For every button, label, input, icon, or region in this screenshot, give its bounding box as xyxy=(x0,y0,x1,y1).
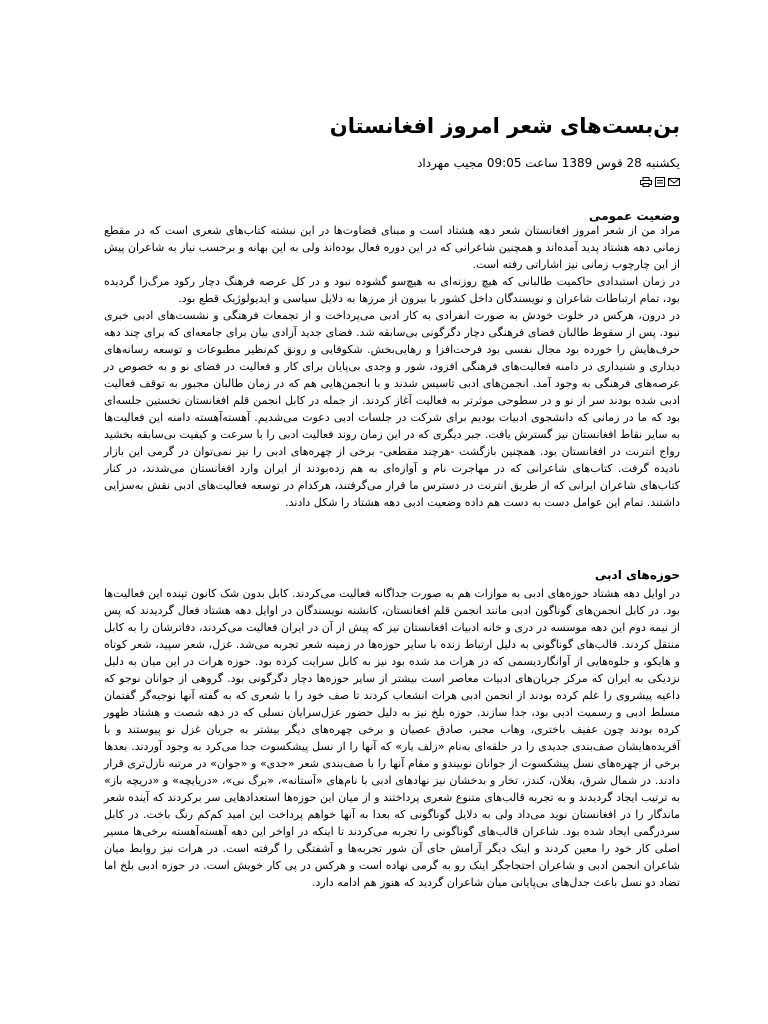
paragraph: در درون، هرکس در خلوت خودش به صورت انفرادی به کار ادبی می‌پرداخت و از تجمعات فرهنگی و نشست‌های ادبی خبری نبود. پس از سقوط طالبان فضای فرهنگی دچار دگرگونی بی‌سابقه شد. فضای جدید آزادی بیان برای جامعه‌ای که برای چند دهه حرف‌هایش را خورده بود مجال نفسی بود فرحت‌افزا و رهایی‌بخش. شکوفایی و رونق کم‌نظیر مطبوعات و توسعه رسانه‌های دیداری و شنیداری در دامنه فعالیت‌های فرهنگی افزود، شور و وجدی بی‌پایان برای کار و فعالیت در فضای نو و به خصوص در عرصه‌های فرهنگی به وجود آمد. انجمن‌های ادبی تاسیس شدند و با انجمن‌هایی هم که در زمان طالبان مجبور به توقف فعالیت ادبی شده بودند سر از نو و در سطوحی موثرتر به فعالیت آغاز کردند. از جمله در کابل انجمن قلم افغانستان نخستین جلسه‌ای بود که ما در زمانی که دانشجوی ادبیات بودیم برای شرکت در جلسات ادبی دعوت می‌شدیم. آهسته‌آهسته دامنه این فعالیت‌ها به سایر نقاط افغانستان نیز گسترش یافت. جبر دیگری که در این زمان روند فعالیت ادبی را با سرعت و کیفیت بی‌سابقه بخشید رواج انترنت در افغانستان بود. همچنین بازگشت -هرچند مقطعی- برخی از چهره‌های ادبی را نیز نمی‌توان در گرمی این بازار نادیده گرفت. کتاب‌های شاعرانی که در مهاجرت نام و آوازه‌ای به هم زده‌بودند از ایران وارد افغانستان می‌شدند، در کنار کتاب‌های شاعران ایرانی که از طریق انترنت در دسترس ما قرار می‌گرفتند، هرکدام در توسعه فعالیت‌های ادبی نقش به‌سزایی داشتند. تمام این عوامل دست به دست هم داده وضعیت ادبی دهه هشتاد را شکل دادند. xyxy=(104,309,680,509)
section-heading: وضعیت عمومی xyxy=(589,209,680,223)
article-title: بن‌بست‌های شعر امروز افغانستان xyxy=(329,114,680,138)
paragraph: در اوایل دهه هشتاد حوزه‌های ادبی به موازات هم به صورت جداگانه فعالیت می‌کردند. کابل بدون شک کانون تپنده این فعالیت‌ها بود. در کابل انجمن‌های گوناگون ادبی مانند انجمن قلم افغانستان، کانشنه نویسندگان در اوایل دهه هشتاد فعال گردیدند که پس از نیمه دوم این دهه موسسه در دری و خانه ادبیات افغانستان نیز که پیش از آن در ایران فعالیت می‌کردند، دفاترشان را به کابل منتقل کردند. قالب‌های گوناگونی به دلیل ارتباط زنده با سایر حوزه‌ها در زمینه شعر تجربه می‌شد. غزل، شعر سپید، شعر کوتاه و هایکو، و جلوه‌هایی از آوانگاردیسمی که در هرات مد شده بود نیز به کابل سرایت کرده بود. حوزه هرات در این میان به دلیل نزدیکی به ایران که مرکز جریان‌های ادبیات معاصر است بیشتر از سایر حوزه‌ها دچار دگرگونی بود. گروهی از جوانان نوجو که داعیه پیشروی را علم کرده بودند از انجمن ادبی هرات انشعاب کردند تا صف خود را با شعری که به گفته آنها نوجیه‌گر گفتمان مسلط ادبی و رسمیت ادبی بود، جدا سازند. حوزه بلخ نیز به دلیل حضور عزل‌سرایان نسلی که در دهه شصت و هشتاد ظهور کرده بودند چون عفیف باختری، وهاب مجبر، صادق عصیان و برخی چهره‌های دیگر بیشتر به جریان غزل نو پیوستند و با آفریده‌هایشان صف‌بندی جدیدی را در حلقه‌ای به‌نام «زلف یار» که آنها را از نسل پیشکسوت جدا می‌کرد به وجود آوردند. بعدها برخی از چهره‌های نسل پیشکسوت از جوانان نوبیندو و مقام آنها را با صف‌بندی شعر «جدی» و «جوان» در مرتبه نازل‌تری قرار دادند. در شمال شرق، بغلان، کندز، تخار و بدخشان نیز نهادهای ادبی با نام‌های «آستانه»، «برگ نی»، «دریایچه» و «دریچه باز» به ترتیب ایجاد گردیدند و به تجربه قالب‌های متنوع شعری پرداختند و از میان این حوزه‌ها استعدادهایی سر برکردند که آینده شعر ماندگار را در افغانستان نوید می‌داد ولی به دلایل گوناگونی که بعدا به آنها خواهم پرداخت این امید کم‌کم رنگ باخت. در کابل سردرگمی ایجاد شده بود. شاعران قالب‌های گوناگونی را تجربه می‌کردند تا اینکه در اواخر این دهه آهسته‌آهسته برخی‌ها مسیر اصلی کار خود را معین کردند و اینک دیگر آرامش جای آن شور تجربه‌ها و آشفتگی را گرفته است. در هرات نیز روابط میان شاعران انجمن ادبی و شاعران احتجاجگر اینک رو به گرمی نهاده است و هرکس در پی کار خویش است. در حوزه ادبی بلخ اما تضاد دو نسل باعث جدل‌های بی‌پایانی میان شاعران گردید که هنوز هم ادامه دارد. xyxy=(104,587,680,889)
section-heading: حوزه‌های ادبی xyxy=(594,568,680,582)
pdf-icon[interactable] xyxy=(654,172,666,182)
print-icon[interactable] xyxy=(640,172,652,182)
email-icon[interactable] xyxy=(668,172,680,182)
article-tools xyxy=(640,172,680,182)
paragraph: در زمان استبدادی حاکمیت طالبانی که هیچ روزنه‌ای به هیچ‌سو گشوده نبود و در کل عرصه فرهنگ دچار رکود مرگ‌زا گردیده بود، تمام ارتباطات شاعران و نویسندگان داخل کشور با بیرون از مرزها به دلایل سیاسی و ایدیولوژیک قطع بود. xyxy=(104,275,680,305)
paragraph: مراد من از شعر امروز افغانستان شعر دهه هشتاد است و مبنای قضاوت‌ها در این نبشته کتاب‌های شعری است که در مقطع زمانی دهه هشتاد پدید آمده‌اند و همچنین شاعرانی که در این دوره فعال بوده‌اند ولی به این بهانه و برحسب نیاز به شاعران پیش از این چارچوب زمانی نیز اشاراتی رفته است. xyxy=(104,224,680,271)
article-byline: یکشنبه 28 قوس 1389 ساعت 09:05 مجیب مهرداد xyxy=(417,156,680,170)
